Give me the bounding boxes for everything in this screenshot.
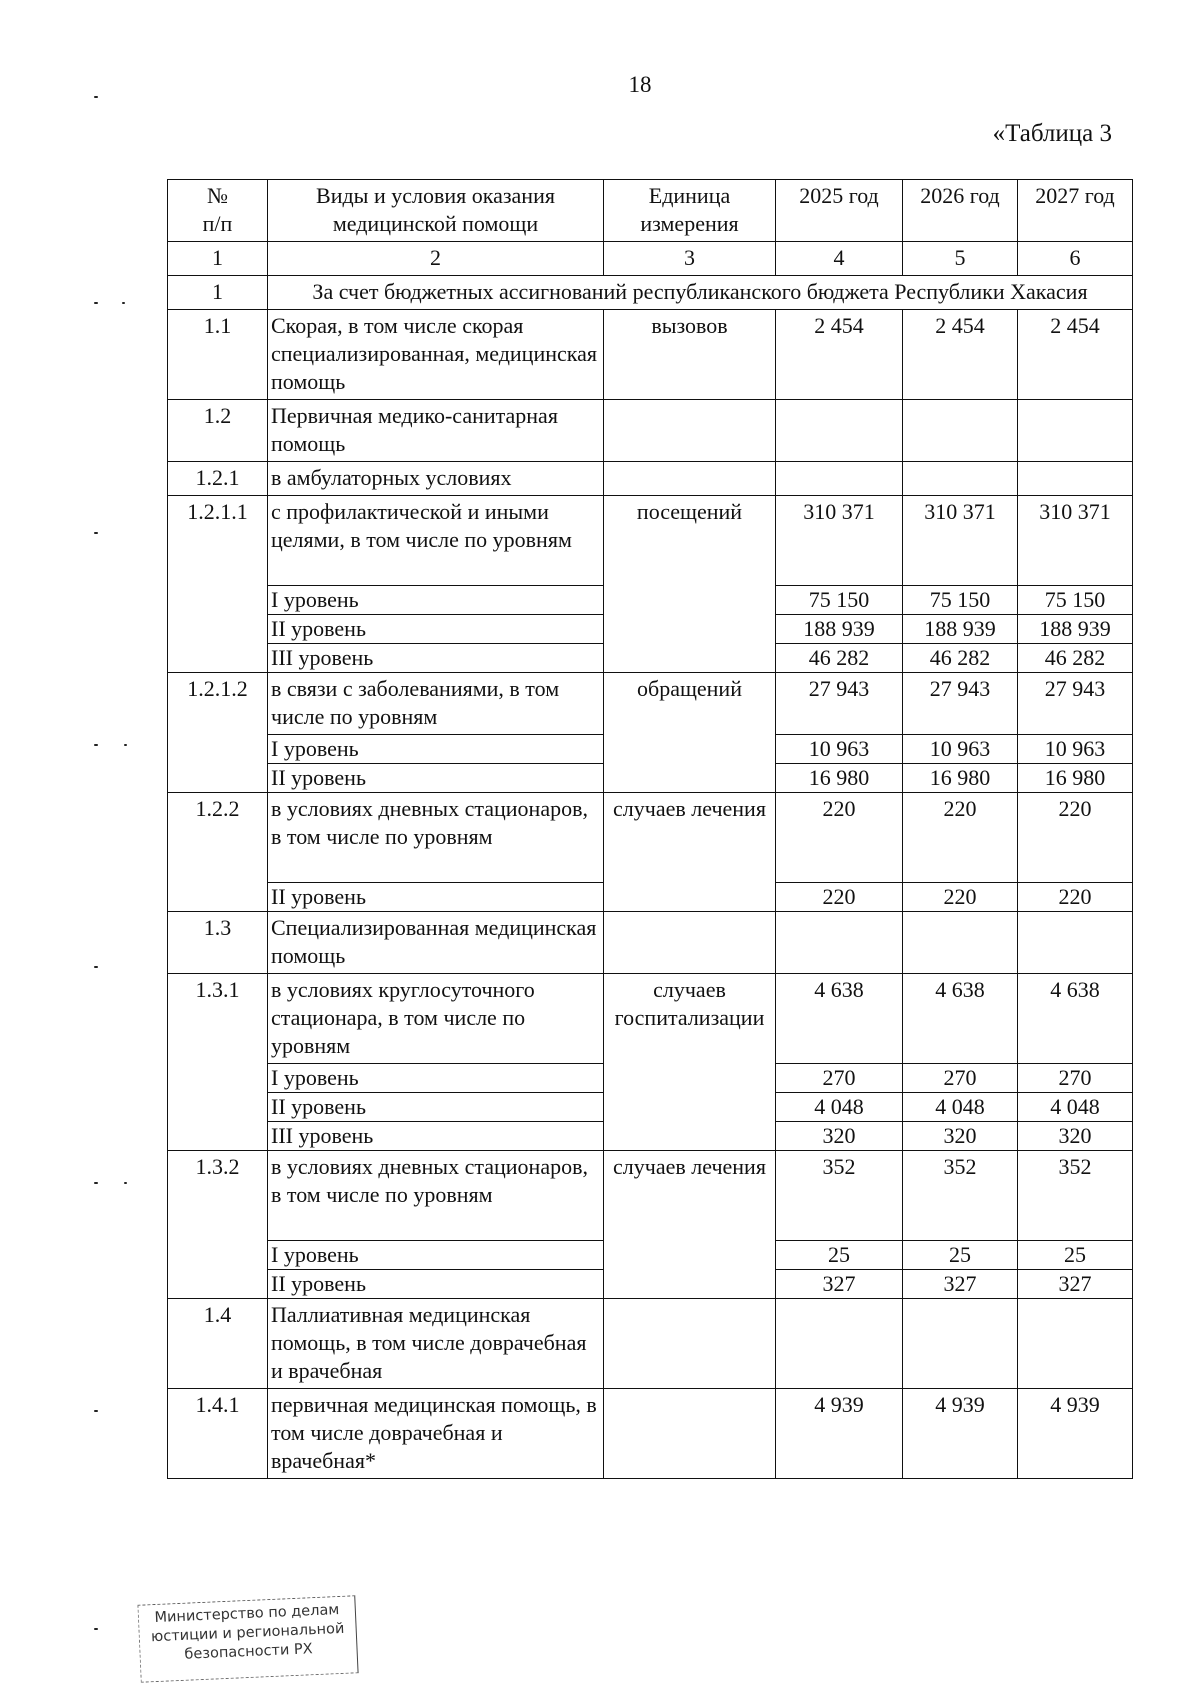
- row-unit: [604, 1389, 776, 1479]
- table-row: [168, 1151, 1133, 1241]
- value-2026: 2 454: [903, 310, 1018, 400]
- scan-mark: [94, 1628, 98, 1630]
- stamp-line: Министерство по делам: [154, 1602, 340, 1627]
- page-number: 18: [628, 72, 652, 97]
- value-2027: 188 939: [1018, 615, 1133, 644]
- empty-cell: [604, 1299, 776, 1389]
- empty-cell: [604, 462, 776, 496]
- scan-mark: [94, 966, 98, 968]
- scan-mark: [94, 1182, 98, 1184]
- value-2027: 2 454: [1018, 310, 1133, 400]
- row-num: 1.1: [168, 310, 268, 400]
- header-care-type: Виды и условия оказания медицинской помощи: [268, 180, 604, 242]
- value-2027: 27 943: [1018, 673, 1133, 735]
- empty-cell: [1018, 462, 1133, 496]
- value-2027: 320: [1018, 1122, 1133, 1151]
- level-name: II уровень: [268, 1270, 604, 1299]
- value-2026: 220: [903, 793, 1018, 883]
- value-2025: 4 638: [776, 974, 903, 1064]
- row-unit: обращений: [604, 673, 776, 793]
- header-2026: 2026 год: [903, 180, 1018, 242]
- level-name: III уровень: [268, 644, 604, 673]
- value-2026: 4 939: [903, 1389, 1018, 1479]
- table-row: [168, 974, 1133, 1064]
- row-unit: случаев госпитализации: [604, 974, 776, 1151]
- row-name: Специализированная медицинская помощь: [268, 912, 604, 974]
- row-unit: случаев лечения: [604, 793, 776, 912]
- row-name: в амбулаторных условиях: [268, 462, 604, 496]
- value-2026: 16 980: [903, 764, 1018, 793]
- medical-care-volume-table: [167, 179, 1133, 1479]
- section-row: [168, 276, 1133, 310]
- value-2025: 4 048: [776, 1093, 903, 1122]
- value-2026: 188 939: [903, 615, 1018, 644]
- value-2027: 352: [1018, 1151, 1133, 1241]
- value-2025: 220: [776, 793, 903, 883]
- empty-cell: [776, 400, 903, 462]
- level-name: III уровень: [268, 1122, 604, 1151]
- value-2027: 46 282: [1018, 644, 1133, 673]
- level-name: II уровень: [268, 764, 604, 793]
- header-num: № п/п: [168, 180, 268, 242]
- value-2025: 270: [776, 1064, 903, 1093]
- table-row: [168, 496, 1133, 586]
- scan-mark: [94, 532, 98, 534]
- scan-mark: [94, 1410, 98, 1412]
- empty-cell: [776, 462, 903, 496]
- value-2026: 220: [903, 883, 1018, 912]
- scan-mark: [94, 302, 98, 304]
- value-2027: 327: [1018, 1270, 1133, 1299]
- value-2025: 75 150: [776, 586, 903, 615]
- level-name: II уровень: [268, 615, 604, 644]
- header-2027: 2027 год: [1018, 180, 1133, 242]
- value-2027: 220: [1018, 793, 1133, 883]
- empty-cell: [604, 400, 776, 462]
- value-2026: 46 282: [903, 644, 1018, 673]
- level-name: I уровень: [268, 1241, 604, 1270]
- row-num: 1.2.1: [168, 462, 268, 496]
- row-num: 1.2: [168, 400, 268, 462]
- value-2027: 270: [1018, 1064, 1133, 1093]
- level-name: I уровень: [268, 586, 604, 615]
- column-number: 2: [268, 242, 604, 276]
- empty-cell: [604, 912, 776, 974]
- row-num: 1.3.1: [168, 974, 268, 1151]
- header-2025: 2025 год: [776, 180, 903, 242]
- value-2025: 2 454: [776, 310, 903, 400]
- header-unit: Единица измерения: [604, 180, 776, 242]
- value-2026: 27 943: [903, 673, 1018, 735]
- row-name: в условиях круглосуточного стационара, в том числе по уровням: [268, 974, 604, 1064]
- empty-cell: [903, 1299, 1018, 1389]
- section-title: За счет бюджетных ассигнований республиканского бюджета Республики Хакасия: [268, 276, 1133, 310]
- value-2025: 10 963: [776, 735, 903, 764]
- scan-mark: [122, 302, 125, 304]
- value-2025: 46 282: [776, 644, 903, 673]
- value-2025: 220: [776, 883, 903, 912]
- scan-mark: [94, 744, 98, 746]
- column-number: 5: [903, 242, 1018, 276]
- value-2027: 220: [1018, 883, 1133, 912]
- table-row: [168, 673, 1133, 735]
- column-number: 6: [1018, 242, 1133, 276]
- scan-mark: [124, 744, 127, 746]
- stamp-line: безопасности РХ: [184, 1641, 313, 1663]
- row-num: 1.2.2: [168, 793, 268, 912]
- value-2027: 310 371: [1018, 496, 1133, 586]
- stamp-line: юстиции и региональной: [150, 1620, 345, 1646]
- level-name: I уровень: [268, 1064, 604, 1093]
- column-number: 4: [776, 242, 903, 276]
- row-num: 1.2.1.1: [168, 496, 268, 673]
- table-caption: «Таблица 3: [992, 120, 1112, 147]
- value-2025: 310 371: [776, 496, 903, 586]
- column-number-row: [168, 242, 1133, 276]
- row-name: с профилактической и иными целями, в том числе по уровням: [268, 496, 604, 586]
- row-name: в связи с заболеваниями, в том числе по уровням: [268, 673, 604, 735]
- level-name: I уровень: [268, 735, 604, 764]
- value-2025: 25: [776, 1241, 903, 1270]
- value-2026: 10 963: [903, 735, 1018, 764]
- value-2027: 25: [1018, 1241, 1133, 1270]
- value-2026: 4 048: [903, 1093, 1018, 1122]
- table-row: [168, 1389, 1133, 1479]
- table-row: [168, 1299, 1133, 1389]
- row-name: Скорая, в том числе скорая специализированная, медицинская помощь: [268, 310, 604, 400]
- empty-cell: [776, 912, 903, 974]
- value-2025: 327: [776, 1270, 903, 1299]
- table-row: [168, 793, 1133, 883]
- row-unit: случаев лечения: [604, 1151, 776, 1299]
- value-2025: 16 980: [776, 764, 903, 793]
- row-num: 1.2.1.2: [168, 673, 268, 793]
- value-2025: 320: [776, 1122, 903, 1151]
- value-2025: 27 943: [776, 673, 903, 735]
- table-row: [168, 400, 1133, 462]
- row-num: 1.4.1: [168, 1389, 268, 1479]
- value-2027: 16 980: [1018, 764, 1133, 793]
- row-unit: вызовов: [604, 310, 776, 400]
- value-2026: 25: [903, 1241, 1018, 1270]
- value-2026: 75 150: [903, 586, 1018, 615]
- empty-cell: [903, 400, 1018, 462]
- row-unit: посещений: [604, 496, 776, 673]
- column-number: 1: [168, 242, 268, 276]
- scan-mark: [124, 1182, 127, 1184]
- table-row: [168, 310, 1133, 400]
- row-name: первичная медицинская помощь, в том числе доврачебная и врачебная*: [268, 1389, 604, 1479]
- value-2026: 310 371: [903, 496, 1018, 586]
- level-name: II уровень: [268, 1093, 604, 1122]
- empty-cell: [1018, 400, 1133, 462]
- value-2026: 327: [903, 1270, 1018, 1299]
- empty-cell: [903, 912, 1018, 974]
- row-num: 1.4: [168, 1299, 268, 1389]
- row-num: 1.3: [168, 912, 268, 974]
- value-2027: 75 150: [1018, 586, 1133, 615]
- header-row: [168, 180, 1133, 242]
- row-name: в условиях дневных стационаров, в том числе по уровням: [268, 1151, 604, 1241]
- level-name: II уровень: [268, 883, 604, 912]
- row-name: Первичная медико-санитарная помощь: [268, 400, 604, 462]
- section-num: 1: [168, 276, 268, 310]
- column-number: 3: [604, 242, 776, 276]
- row-name: в условиях дневных стационаров, в том числе по уровням: [268, 793, 604, 883]
- value-2025: 188 939: [776, 615, 903, 644]
- value-2026: 320: [903, 1122, 1018, 1151]
- value-2027: 4 048: [1018, 1093, 1133, 1122]
- empty-cell: [903, 462, 1018, 496]
- value-2025: 4 939: [776, 1389, 903, 1479]
- empty-cell: [1018, 1299, 1133, 1389]
- empty-cell: [1018, 912, 1133, 974]
- value-2026: 352: [903, 1151, 1018, 1241]
- value-2027: 4 638: [1018, 974, 1133, 1064]
- value-2027: 10 963: [1018, 735, 1133, 764]
- row-num: 1.3.2: [168, 1151, 268, 1299]
- value-2025: 352: [776, 1151, 903, 1241]
- value-2027: 4 939: [1018, 1389, 1133, 1479]
- ministry-stamp: [137, 1595, 358, 1682]
- table-row: [168, 462, 1133, 496]
- row-name: Паллиативная медицинская помощь, в том числе доврачебная и врачебная: [268, 1299, 604, 1389]
- value-2026: 270: [903, 1064, 1018, 1093]
- empty-cell: [776, 1299, 903, 1389]
- value-2026: 4 638: [903, 974, 1018, 1064]
- table-row: [168, 912, 1133, 974]
